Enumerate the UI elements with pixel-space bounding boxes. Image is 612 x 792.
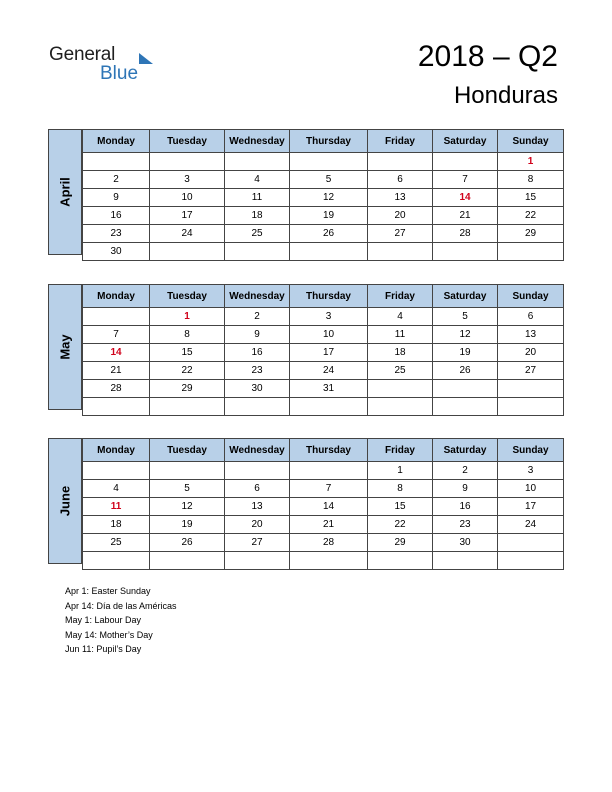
day-cell [368, 398, 433, 416]
calendar-table [82, 438, 564, 570]
day-cell: 6 [368, 171, 433, 189]
weekday-header: Friday [368, 130, 433, 153]
holiday-note: Jun 11: Pupil’s Day [65, 644, 142, 654]
weekday-header: Wednesday [225, 130, 290, 153]
day-cell [368, 153, 433, 171]
calendar-table [82, 284, 564, 416]
holiday-note: May 1: Labour Day [65, 615, 142, 625]
day-cell: 8 [150, 326, 225, 344]
week-row [83, 552, 564, 570]
day-cell: 29 [498, 225, 564, 243]
day-cell: 15 [498, 189, 564, 207]
day-cell: 13 [498, 326, 564, 344]
day-cell [83, 153, 150, 171]
day-cell: 11 [83, 498, 150, 516]
day-cell: 11 [225, 189, 290, 207]
day-cell: 4 [225, 171, 290, 189]
day-cell: 5 [150, 480, 225, 498]
day-cell [433, 243, 498, 261]
day-cell: 23 [83, 225, 150, 243]
week-row [83, 153, 564, 171]
week-row [83, 380, 564, 398]
day-cell: 19 [433, 344, 498, 362]
weekday-header: Sunday [498, 130, 564, 153]
day-cell: 6 [225, 480, 290, 498]
day-cell: 17 [498, 498, 564, 516]
weekday-header: Friday [368, 285, 433, 308]
day-cell: 13 [368, 189, 433, 207]
day-cell [433, 380, 498, 398]
month-block-may [48, 284, 563, 410]
day-cell: 7 [433, 171, 498, 189]
day-cell [498, 534, 564, 552]
week-row [83, 480, 564, 498]
day-cell: 21 [433, 207, 498, 225]
day-cell: 18 [368, 344, 433, 362]
weekday-header: Saturday [433, 285, 498, 308]
day-cell [290, 462, 368, 480]
day-cell: 19 [150, 516, 225, 534]
day-cell [150, 552, 225, 570]
week-row [83, 207, 564, 225]
day-cell [150, 243, 225, 261]
day-cell [225, 243, 290, 261]
weekday-header: Saturday [433, 439, 498, 462]
month-label [48, 284, 82, 410]
day-cell: 7 [83, 326, 150, 344]
day-cell [225, 462, 290, 480]
week-row [83, 498, 564, 516]
day-cell: 21 [83, 362, 150, 380]
holiday-notes [65, 584, 177, 657]
day-cell: 9 [433, 480, 498, 498]
day-cell: 2 [225, 308, 290, 326]
week-row [83, 225, 564, 243]
logo-text-general: General [49, 44, 116, 65]
day-cell: 4 [368, 308, 433, 326]
day-cell: 23 [225, 362, 290, 380]
day-cell: 8 [368, 480, 433, 498]
day-cell: 26 [150, 534, 225, 552]
day-cell [83, 552, 150, 570]
day-cell: 22 [498, 207, 564, 225]
day-cell: 26 [433, 362, 498, 380]
month-name: June [57, 485, 73, 517]
day-cell: 20 [368, 207, 433, 225]
day-cell [83, 462, 150, 480]
day-cell: 12 [290, 189, 368, 207]
day-cell: 22 [368, 516, 433, 534]
day-cell [290, 398, 368, 416]
day-cell: 31 [290, 380, 368, 398]
day-cell [498, 398, 564, 416]
day-cell: 14 [83, 344, 150, 362]
day-cell [368, 380, 433, 398]
logo-triangle-icon [139, 53, 153, 64]
day-cell: 23 [433, 516, 498, 534]
weekday-header: Thursday [290, 439, 368, 462]
country-name: Honduras [453, 82, 558, 109]
day-cell [368, 552, 433, 570]
day-cell: 30 [433, 534, 498, 552]
weekday-header: Wednesday [225, 285, 290, 308]
day-cell [290, 153, 368, 171]
logo-text-blue: Blue [100, 63, 139, 84]
month-name: May [57, 334, 73, 360]
day-cell: 1 [498, 153, 564, 171]
day-cell: 4 [83, 480, 150, 498]
day-cell [83, 398, 150, 416]
weekday-header: Tuesday [150, 130, 225, 153]
weekday-header: Tuesday [150, 285, 225, 308]
day-cell: 1 [368, 462, 433, 480]
day-cell [498, 243, 564, 261]
day-cell [290, 552, 368, 570]
day-cell: 24 [290, 362, 368, 380]
day-cell: 27 [368, 225, 433, 243]
weekday-header: Thursday [290, 130, 368, 153]
month-label [48, 129, 82, 255]
weekday-header: Monday [83, 285, 150, 308]
day-cell [83, 308, 150, 326]
weekday-header: Monday [83, 439, 150, 462]
day-cell [150, 398, 225, 416]
week-row [83, 516, 564, 534]
day-cell: 1 [150, 308, 225, 326]
day-cell: 19 [290, 207, 368, 225]
day-cell: 2 [83, 171, 150, 189]
month-block-june [48, 438, 563, 564]
day-cell: 28 [290, 534, 368, 552]
weekday-header: Thursday [290, 285, 368, 308]
day-cell [150, 462, 225, 480]
month-label [48, 438, 82, 564]
day-cell [225, 552, 290, 570]
day-cell: 7 [290, 480, 368, 498]
day-cell: 3 [290, 308, 368, 326]
day-cell [433, 552, 498, 570]
day-cell: 13 [225, 498, 290, 516]
day-cell: 24 [498, 516, 564, 534]
day-cell: 28 [83, 380, 150, 398]
day-cell: 14 [290, 498, 368, 516]
day-cell: 8 [498, 171, 564, 189]
day-cell: 20 [225, 516, 290, 534]
day-cell: 16 [83, 207, 150, 225]
week-row [83, 308, 564, 326]
weekday-header: Saturday [433, 130, 498, 153]
weekday-header: Sunday [498, 285, 564, 308]
day-cell: 25 [225, 225, 290, 243]
calendar-table [82, 129, 564, 261]
day-cell: 11 [368, 326, 433, 344]
day-cell: 16 [225, 344, 290, 362]
day-cell: 25 [368, 362, 433, 380]
day-cell [433, 153, 498, 171]
week-row [83, 344, 564, 362]
day-cell: 24 [150, 225, 225, 243]
day-cell [433, 398, 498, 416]
day-cell: 14 [433, 189, 498, 207]
month-block-april [48, 129, 563, 255]
day-cell: 9 [83, 189, 150, 207]
day-cell: 10 [290, 326, 368, 344]
day-cell: 12 [150, 498, 225, 516]
day-cell: 22 [150, 362, 225, 380]
day-cell: 17 [290, 344, 368, 362]
day-cell: 6 [498, 308, 564, 326]
day-cell [225, 153, 290, 171]
day-cell: 28 [433, 225, 498, 243]
day-cell: 3 [150, 171, 225, 189]
day-cell: 18 [225, 207, 290, 225]
day-cell: 29 [150, 380, 225, 398]
holiday-note: Apr 14: Día de las Américas [65, 600, 177, 611]
weekday-header: Tuesday [150, 439, 225, 462]
day-cell: 3 [498, 462, 564, 480]
week-row [83, 189, 564, 207]
day-cell: 2 [433, 462, 498, 480]
week-row [83, 462, 564, 480]
holiday-note: May 14: Mother’s Day [65, 629, 153, 640]
week-row [83, 243, 564, 261]
day-cell: 15 [150, 344, 225, 362]
day-cell: 27 [498, 362, 564, 380]
day-cell: 30 [225, 380, 290, 398]
day-cell: 29 [368, 534, 433, 552]
day-cell: 26 [290, 225, 368, 243]
day-cell [150, 153, 225, 171]
day-cell: 10 [150, 189, 225, 207]
day-cell: 17 [150, 207, 225, 225]
day-cell: 12 [433, 326, 498, 344]
holiday-note: Apr 1: Easter Sunday [65, 586, 151, 596]
day-cell [368, 243, 433, 261]
day-cell [290, 243, 368, 261]
day-cell: 9 [225, 326, 290, 344]
day-cell: 20 [498, 344, 564, 362]
week-row [83, 362, 564, 380]
weekday-header: Sunday [498, 439, 564, 462]
page-title: 2018 – Q2 [417, 40, 558, 73]
weekday-header: Friday [368, 439, 433, 462]
day-cell [498, 552, 564, 570]
day-cell: 16 [433, 498, 498, 516]
week-row [83, 534, 564, 552]
day-cell: 18 [83, 516, 150, 534]
week-row [83, 398, 564, 416]
day-cell [225, 398, 290, 416]
weekday-header: Wednesday [225, 439, 290, 462]
brand-logo [49, 45, 138, 83]
day-cell: 21 [290, 516, 368, 534]
week-row [83, 326, 564, 344]
day-cell: 5 [433, 308, 498, 326]
month-name: April [57, 177, 73, 207]
day-cell: 15 [368, 498, 433, 516]
day-cell: 10 [498, 480, 564, 498]
weekday-header: Monday [83, 130, 150, 153]
day-cell: 27 [225, 534, 290, 552]
day-cell [498, 380, 564, 398]
day-cell: 25 [83, 534, 150, 552]
week-row [83, 171, 564, 189]
day-cell: 30 [83, 243, 150, 261]
day-cell: 5 [290, 171, 368, 189]
